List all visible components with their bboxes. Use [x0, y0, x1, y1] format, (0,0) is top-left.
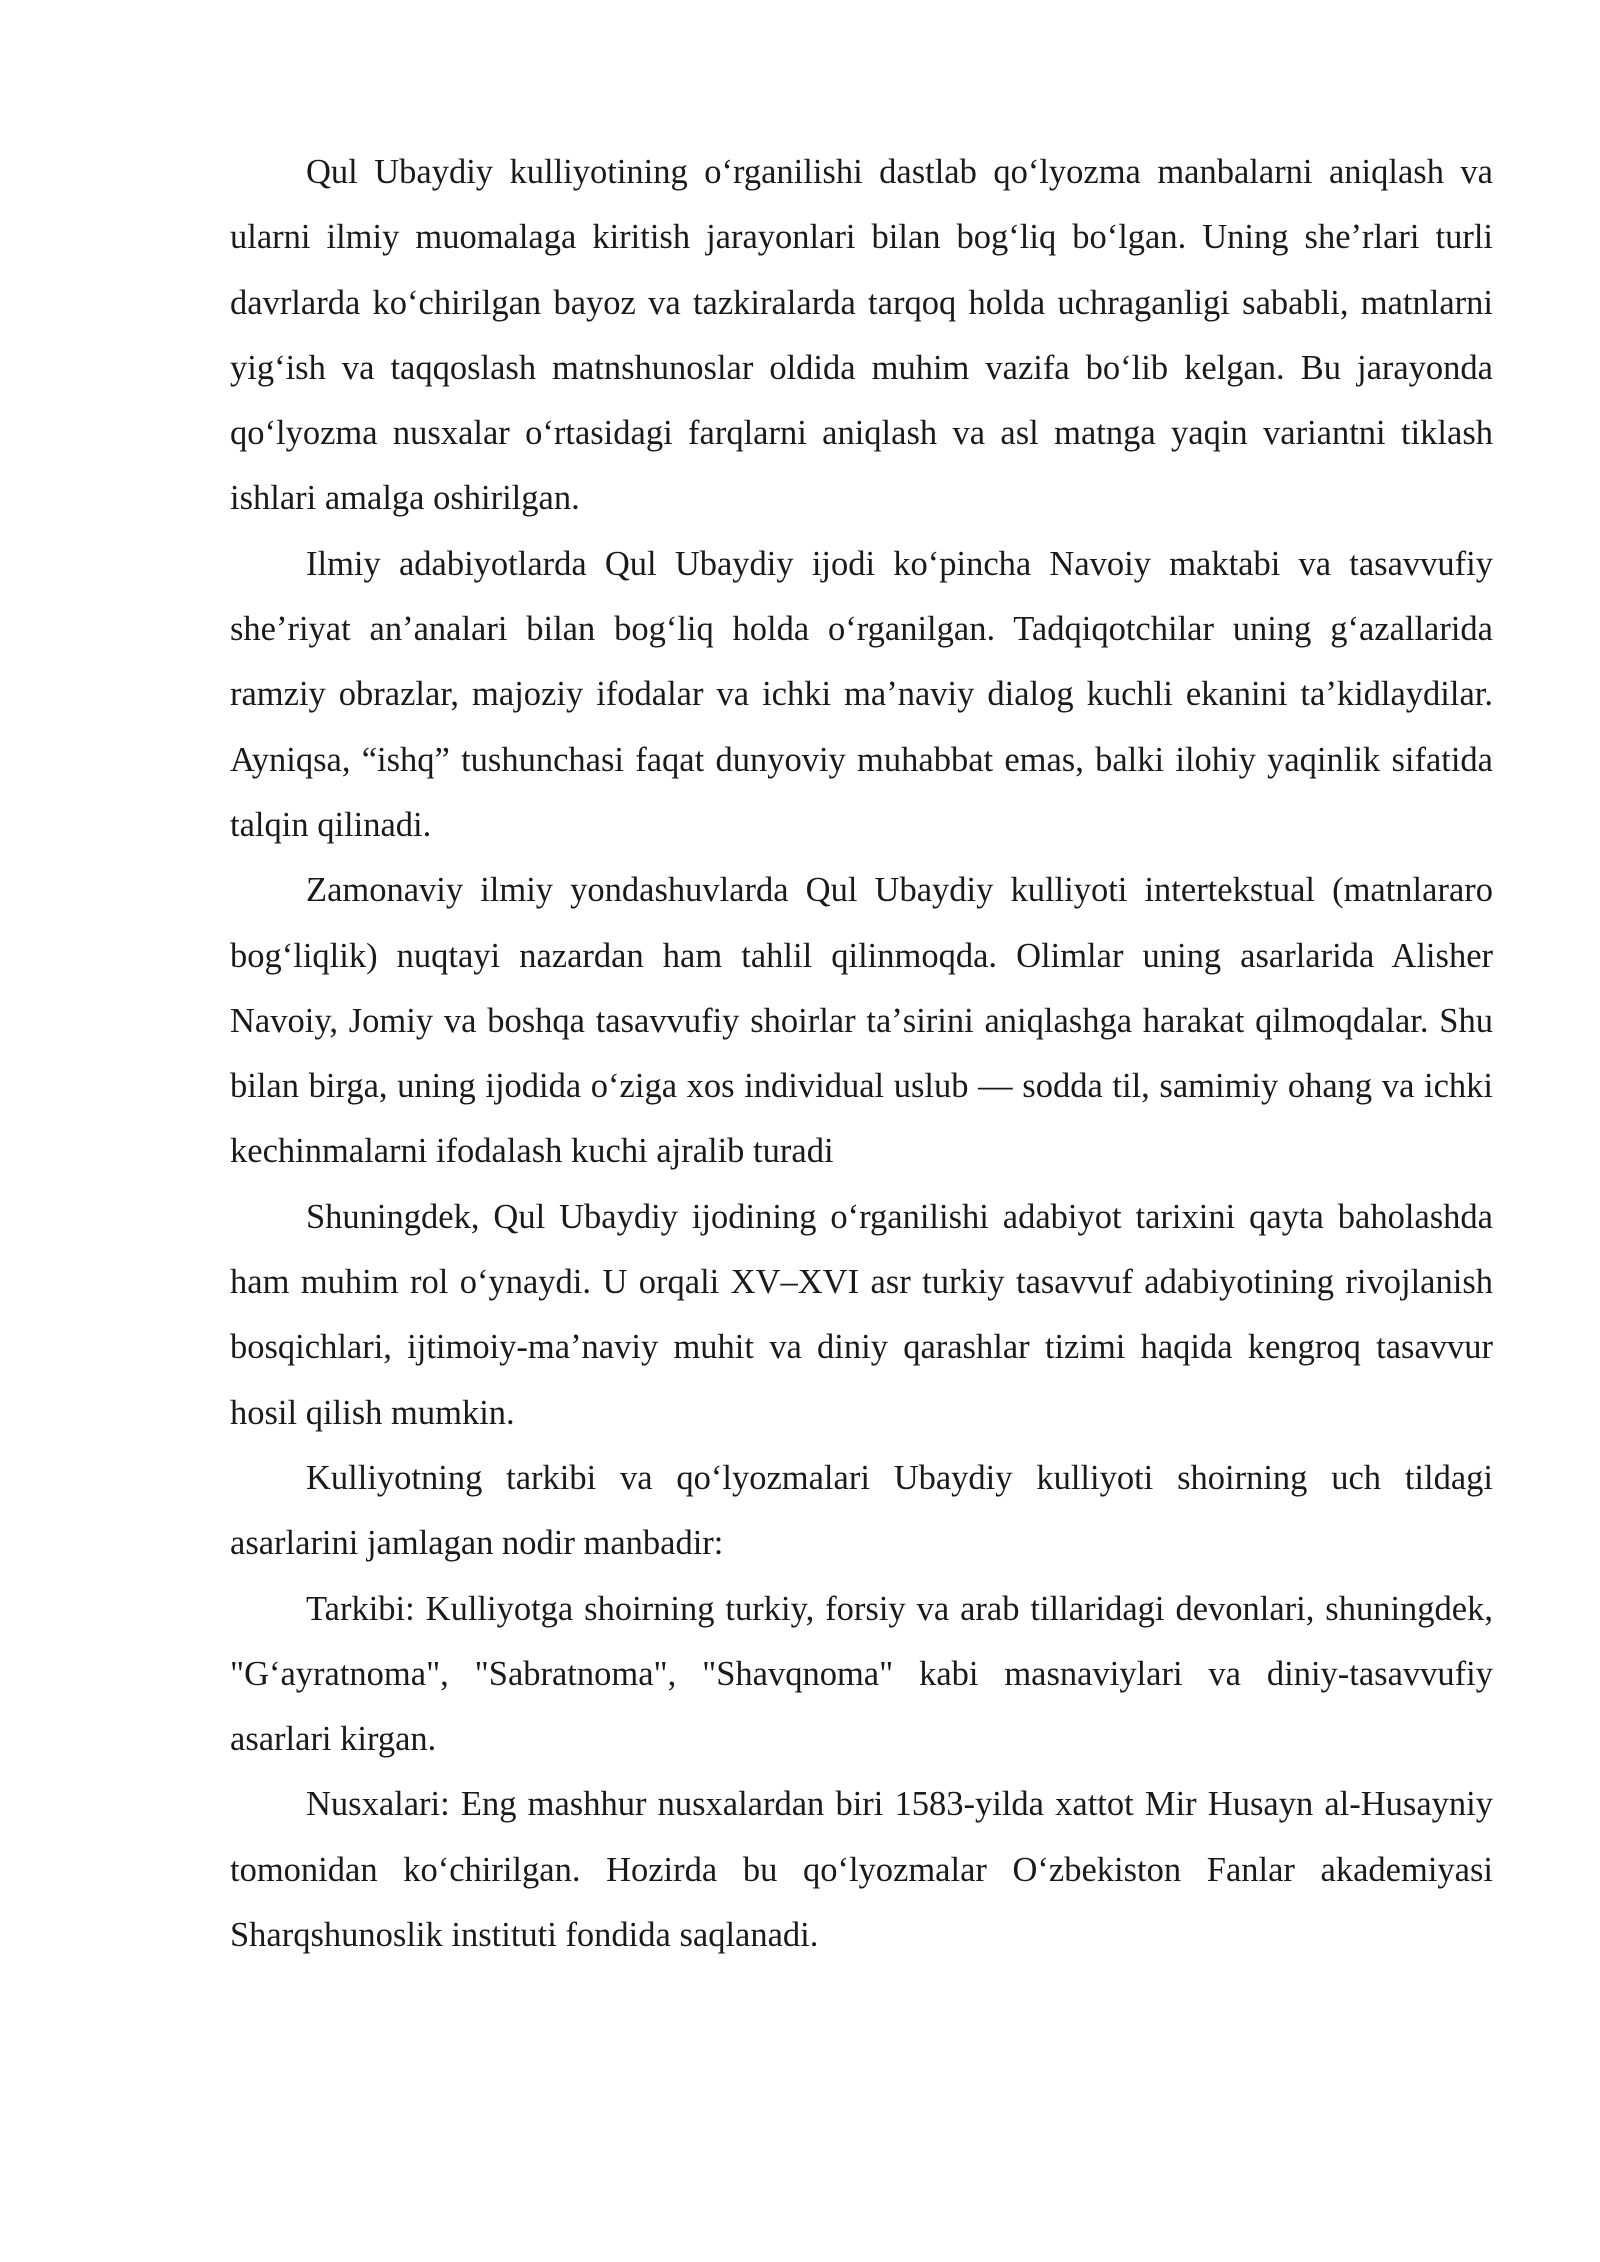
- paragraph-7: Nusxalari: Eng mashhur nusxalardan biri 1583-yilda xattot Mir Husayn al-Husayniy tomonidan koʻchirilgan. Hozirda bu qoʻlyozmalar Oʻzbekiston Fanlar akademiyasi Sharqshunoslik instituti fondida saqlanadi.: [230, 1785, 1493, 1955]
- paragraph-1: Qul Ubaydiy kulliyotining oʻrganilishi dastlab qoʻlyozma manbalarni aniqlash va ularni ilmiy muomalaga kiritish jarayonlari bilan bogʻliq boʻlgan. Uning sheʼrlari turli davrlarda koʻchirilgan bayoz va tazkiralarda tarqoq holda uchraganligi sababli, matnlarni yigʻish va taqqoslash matnshunoslar oldida muhim vazifa boʻlib kelgan. Bu jarayonda qoʻlyozma nusxalar oʻrtasidagi farqlarni aniqlash va asl matnga yaqin variantni tiklash ishlari amalga oshirilgan.: [230, 153, 1493, 518]
- paragraph-3: Zamonaviy ilmiy yondashuvlarda Qul Ubaydiy kulliyoti intertekstual (matnlararo bogʻliqlik) nuqtayi nazardan ham tahlil qilinmoqda. Olimlar uning asarlarida Alisher Navoiy, Jomiy va boshqa tasavvufiy shoirlar taʼsirini aniqlashga harakat qilmoqdalar. Shu bilan birga, uning ijodida oʻziga xos individual uslub — sodda til, samimiy ohang va ichki kechinmalarni ifodalash kuchi ajralib turadi: [230, 871, 1493, 1171]
- paragraph-2: Ilmiy adabiyotlarda Qul Ubaydiy ijodi koʻpincha Navoiy maktabi va tasavvufiy sheʼriyat anʼanalari bilan bogʻliq holda oʻrganilgan. Tadqiqotchilar uning gʻazallarida ramziy obrazlar, majoziy ifodalar va ichki maʼnaviy dialog kuchli ekanini taʼkidlaydilar. Ayniqsa, “ishq” tushunchasi faqat dunyoviy muhabbat emas, balki ilohiy yaqinlik sifatida talqin qilinadi.: [230, 544, 1493, 844]
- paragraph-4: Shuningdek, Qul Ubaydiy ijodining oʻrganilishi adabiyot tarixini qayta baholashda ham muhim rol oʻynaydi. U orqali XV–XVI asr turkiy tasavvuf adabiyotining rivojlanish bosqichlari, ijtimoiy-maʼnaviy muhit va diniy qarashlar tizimi haqida kengroq tasavvur hosil qilish mumkin.: [230, 1197, 1493, 1432]
- paragraph-6: Tarkibi: Kulliyotga shoirning turkiy, forsiy va arab tillaridagi devonlari, shuningdek, "Gʻayratnoma", "Sabratnoma", "Shavqnoma" kabi masnaviylari va diniy-tasavvufiy asarlari kirgan.: [230, 1589, 1493, 1759]
- document-body: [230, 140, 1493, 1968]
- paragraph-5: Kulliyotning tarkibi va qoʻlyozmalari Ubaydiy kulliyoti shoirning uch tildagi asarlarini jamlagan nodir manbadir:: [230, 1458, 1493, 1563]
